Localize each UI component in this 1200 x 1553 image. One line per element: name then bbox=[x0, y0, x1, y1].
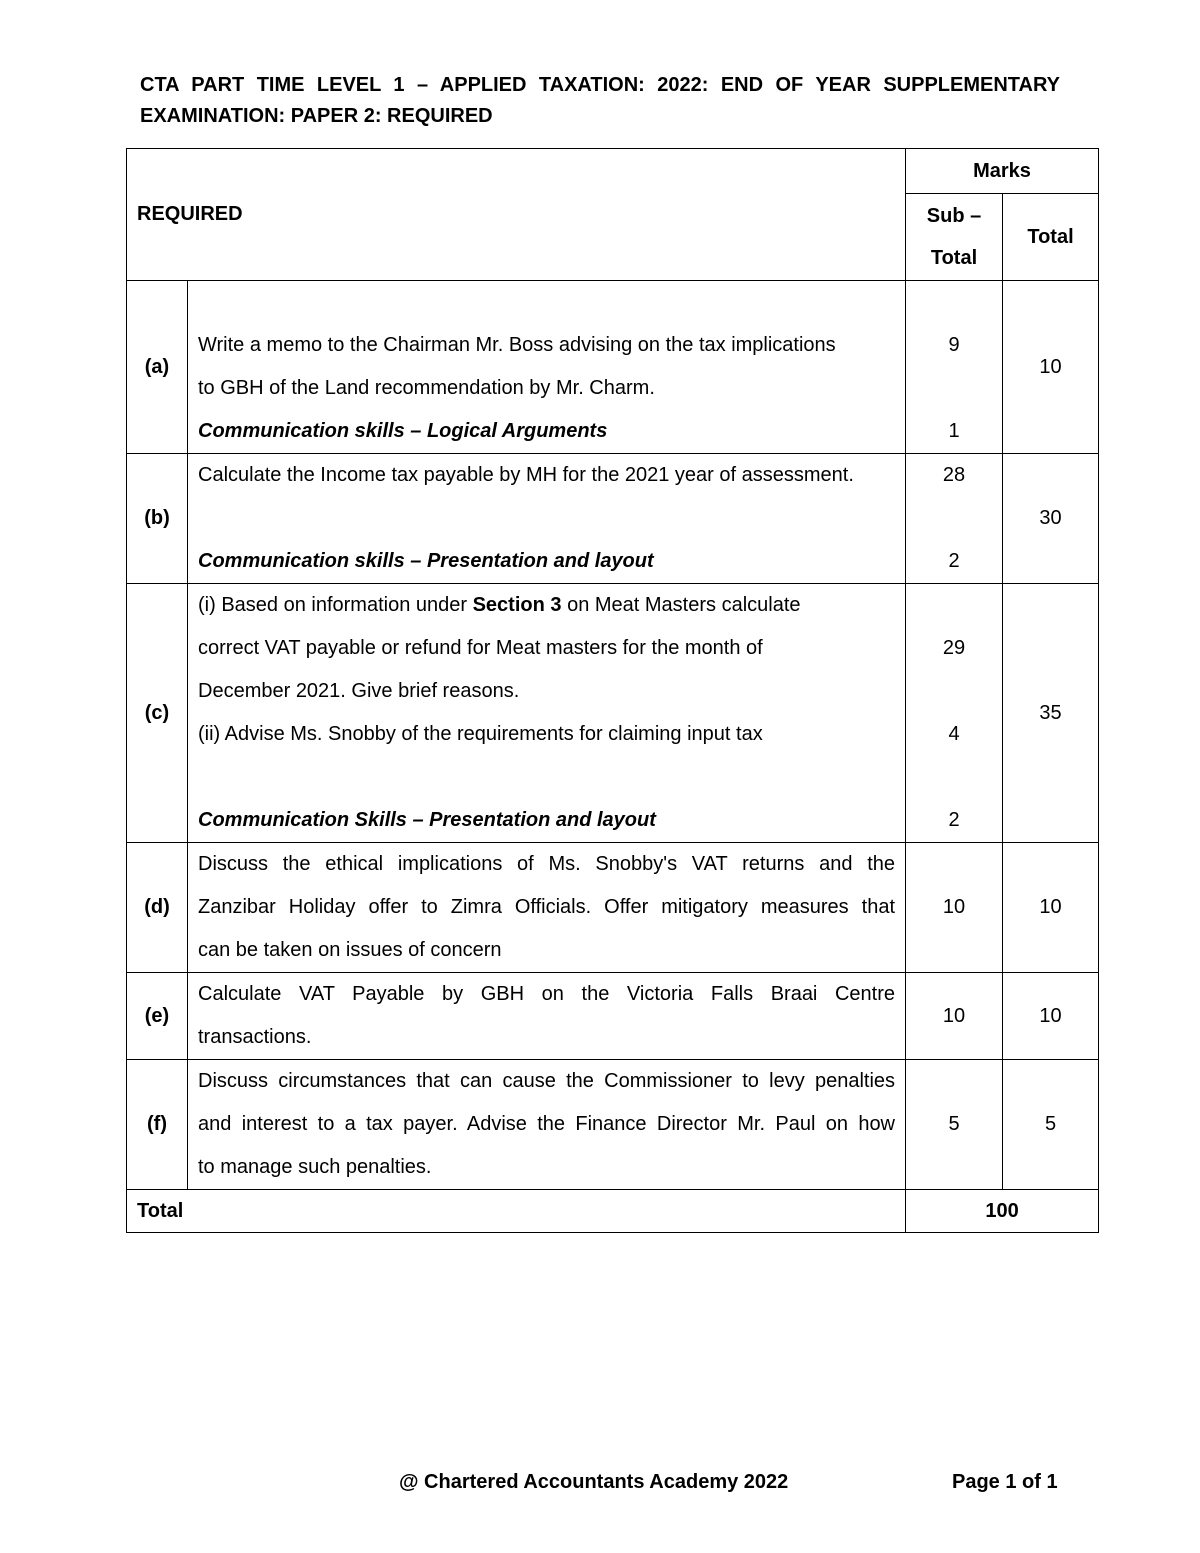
header-sub-total bbox=[906, 194, 1003, 281]
part-label: (c) bbox=[127, 584, 188, 843]
part-label: (d) bbox=[127, 843, 188, 973]
question-text: Discuss circumstances that can cause the Commissioner to levy penalties and interest to a tax payer. Advise the Finance Director Mr. Paul on how to manage such penalties. bbox=[188, 1060, 906, 1190]
total-cell: 35 bbox=[1003, 584, 1099, 843]
table-row bbox=[127, 281, 1099, 454]
part-label: (e) bbox=[127, 973, 188, 1060]
section-ref: Section 3 bbox=[472, 594, 562, 616]
sub-total-cell: 28 2 bbox=[906, 454, 1003, 584]
question-text: (i) Based on information under Section 3 on Meat Masters calculate correct VAT payable or refund for Meat masters for the month of December 2021. Give brief reasons. (ii) Advise Ms. Snobby of the requirements for claiming input tax Communication Skills – Presentation and layout bbox=[188, 584, 906, 843]
table-row bbox=[127, 454, 1099, 584]
table-row bbox=[127, 584, 1099, 843]
required-table bbox=[126, 148, 1099, 1233]
total-value: 100 bbox=[906, 1190, 1099, 1233]
footer-page-number: Page 1 of 1 bbox=[952, 1471, 1058, 1493]
total-cell: 10 bbox=[1003, 973, 1099, 1060]
total-cell: 30 bbox=[1003, 454, 1099, 584]
header-marks: Marks bbox=[906, 149, 1099, 194]
question-text: Calculate the Income tax payable by MH for the 2021 year of assessment. Communication skills – Presentation and layout bbox=[188, 454, 906, 584]
total-cell: 10 bbox=[1003, 281, 1099, 454]
total-label: Total bbox=[127, 1190, 906, 1233]
header-total: Total bbox=[1003, 194, 1099, 281]
sub-total-cell: 9 1 bbox=[906, 281, 1003, 454]
header-sub-total-line1: Sub – bbox=[926, 205, 982, 227]
part-label: (a) bbox=[127, 281, 188, 454]
question-text: Discuss the ethical implications of Ms. Snobby's VAT returns and the Zanzibar Holiday offer to Zimra Officials. Offer mitigatory measures that can be taken on issues of concern bbox=[188, 843, 906, 973]
total-cell: 10 bbox=[1003, 843, 1099, 973]
title-line-1: CTA PART TIME LEVEL 1 – APPLIED TAXATION: 2022: END OF YEAR SUPPLEMENTARY bbox=[140, 74, 1060, 96]
total-cell: 5 bbox=[1003, 1060, 1099, 1190]
title-line-2: EXAMINATION: PAPER 2: REQUIRED bbox=[140, 105, 493, 127]
part-label: (b) bbox=[127, 454, 188, 584]
question-text: Calculate VAT Payable by GBH on the Victoria Falls Braai Centre transactions. bbox=[188, 973, 906, 1060]
table-row bbox=[127, 843, 1099, 973]
sub-total-cell: 10 bbox=[906, 973, 1003, 1060]
sub-total-cell: 5 bbox=[906, 1060, 1003, 1190]
header-required: REQUIRED bbox=[127, 149, 906, 281]
table-row bbox=[127, 973, 1099, 1060]
document-title bbox=[140, 70, 1060, 132]
total-row bbox=[127, 1190, 1099, 1233]
sub-total-cell: 10 bbox=[906, 843, 1003, 973]
question-text: Write a memo to the Chairman Mr. Boss advising on the tax implications to GBH of the Land recommendation by Mr. Charm. Communication skills – Logical Arguments bbox=[188, 281, 906, 454]
table-row bbox=[127, 1060, 1099, 1190]
footer-copyright: @ Chartered Accountants Academy 2022 bbox=[399, 1471, 789, 1493]
part-label: (f) bbox=[127, 1060, 188, 1190]
sub-total-cell: 29 4 2 bbox=[906, 584, 1003, 843]
header-sub-total-line2: Total bbox=[930, 247, 978, 269]
